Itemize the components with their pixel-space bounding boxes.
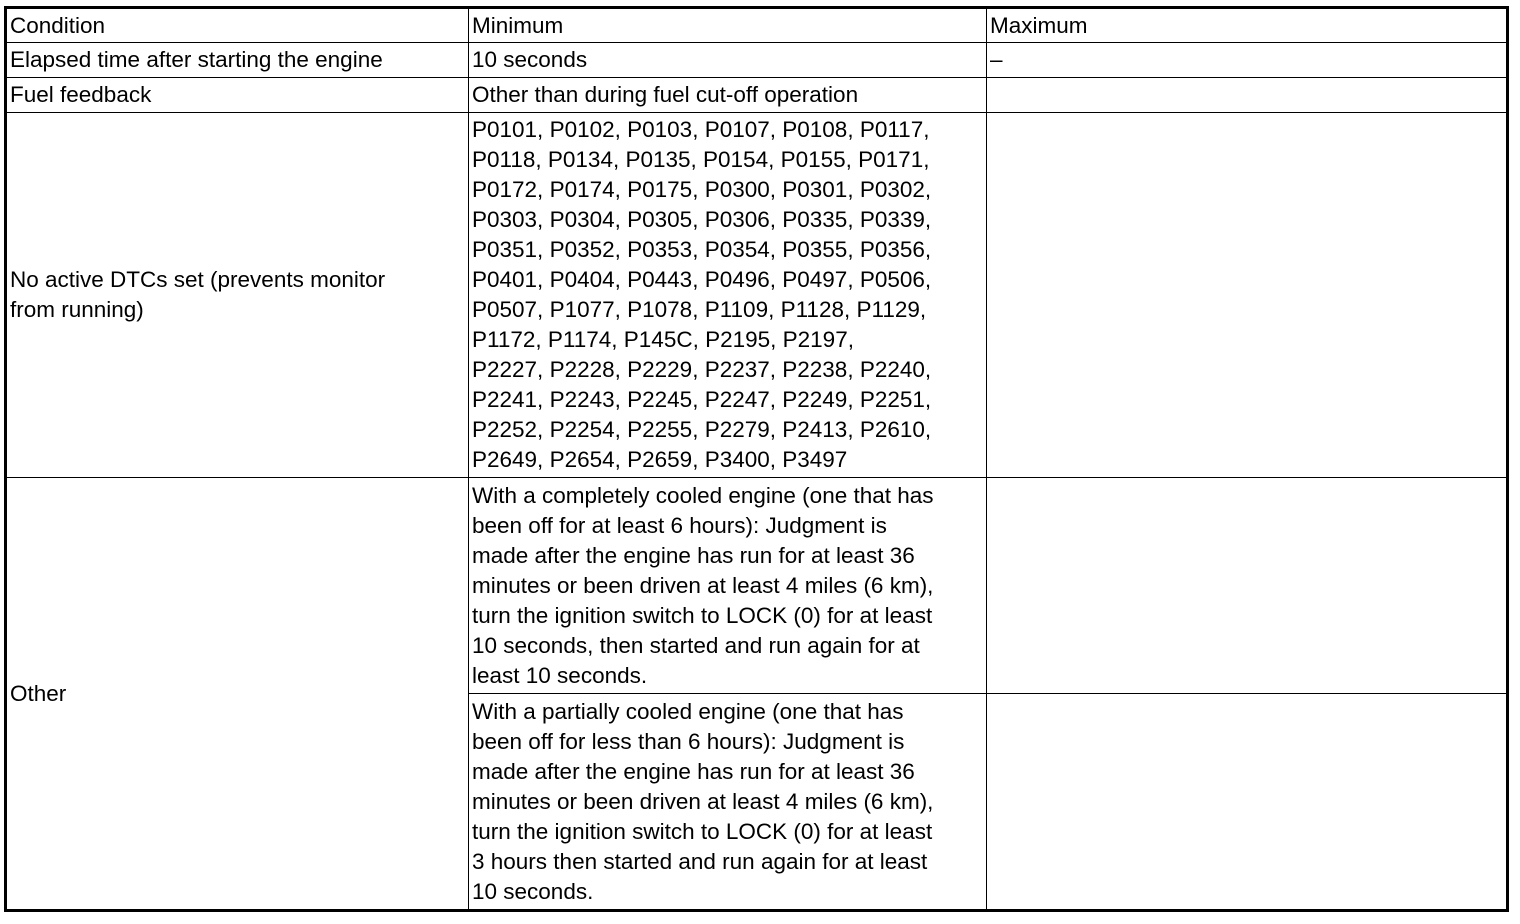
table-row-no-active-dtcs bbox=[6, 113, 1508, 478]
cell-fuel-maximum bbox=[987, 78, 1508, 113]
cell-other-condition: Other bbox=[6, 478, 469, 911]
cell-other-partial-maximum bbox=[987, 694, 1508, 911]
cell-dtc-condition: No active DTCs set (prevents monitor from running) bbox=[6, 113, 469, 478]
cell-dtc-minimum: P0101, P0102, P0103, P0107, P0108, P0117, P0118, P0134, P0135, P0154, P0155, P0171, P0172, P0174, P0175, P0300, P0301, P0302, P0303, P0304, P0305, P0306, P0335, P0339, P0351, P0352, P0353, P0354, P0355, P0356, P0401, P0404, P0443, P0496, P0497, P0506, P0507, P1077, P1078, P1109, P1128, P1129, P1172, P1174, P145C, P2195, P2197, P2227, P2228, P2229, P2237, P2238, P2240, P2241, P2243, P2245, P2247, P2249, P2251, P2252, P2254, P2255, P2279, P2413, P2610, P2649, P2654, P2659, P3400, P3497 bbox=[469, 113, 987, 478]
cell-elapsed-minimum: 10 seconds bbox=[469, 43, 987, 78]
header-row bbox=[6, 8, 1508, 43]
header-maximum: Maximum bbox=[987, 8, 1508, 43]
table-row-other-cooled bbox=[6, 478, 1508, 694]
cell-fuel-minimum: Other than during fuel cut-off operation bbox=[469, 78, 987, 113]
table-row-fuel-feedback bbox=[6, 78, 1508, 113]
cell-fuel-condition: Fuel feedback bbox=[6, 78, 469, 113]
cell-other-cooled-minimum: With a completely cooled engine (one that has been off for at least 6 hours): Judgment is made after the engine has run for at least 36 minutes or been driven at least 4 miles (6 km), turn the ignition switch to LOCK (0) for at least 10 seconds, then started and run again for at least 10 seconds. bbox=[469, 478, 987, 694]
header-minimum: Minimum bbox=[469, 8, 987, 43]
table-row-elapsed-time bbox=[6, 43, 1508, 78]
cell-other-cooled-maximum bbox=[987, 478, 1508, 694]
conditions-table bbox=[4, 6, 1509, 912]
cell-dtc-maximum bbox=[987, 113, 1508, 478]
cell-elapsed-maximum: – bbox=[987, 43, 1508, 78]
header-condition: Condition bbox=[6, 8, 469, 43]
cell-elapsed-condition: Elapsed time after starting the engine bbox=[6, 43, 469, 78]
cell-other-partial-minimum: With a partially cooled engine (one that has been off for less than 6 hours): Judgment is made after the engine has run for at least 36 minutes or been driven at least 4 miles (6 km), turn the ignition switch to LOCK (0) for at least 3 hours then started and run again for at least 10 seconds. bbox=[469, 694, 987, 911]
